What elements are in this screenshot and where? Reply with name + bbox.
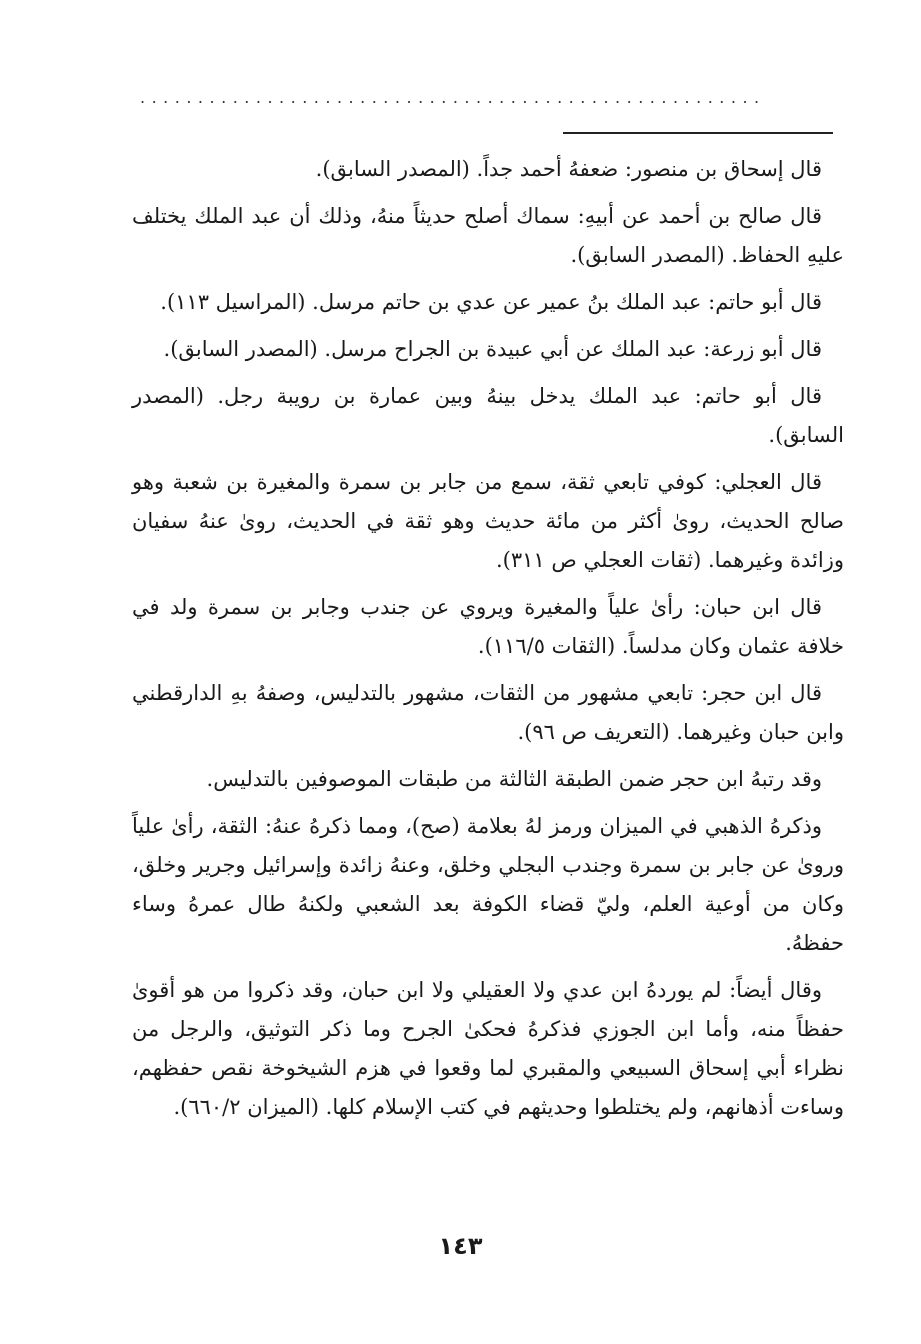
- paragraph-3: قال أبو حاتم: عبد الملك بنُ عمير عن عدي بن حاتم مرسل. (المراسيل ١١٣).: [160, 290, 822, 314]
- paragraph-1: قال إسحاق بن منصور: ضعفهُ أحمد جداً. (المصدر السابق).: [315, 157, 822, 181]
- paragraph-10: وذكرهُ الذهبي في الميزان ورمز لهُ بعلامة (صح)، ومما ذكرهُ عنهُ: الثقة، رأىٰ علياً وروىٰ عن جابر بن سمرة وجندب البجلي وخلق، وعنهُ زائدة وإسرائيل وجرير وخلق، وكان من أوعية العلم، وليّ قضاء الكوفة بعد الشعبي ولكنهُ طال عمرهُ وساء حفظهُ.: [132, 814, 844, 955]
- paragraph-7: قال ابن حبان: رأىٰ علياً والمغيرة ويروي عن جندب وجابر بن سمرة ولد في خلافة عثمان وكان مدلساً. (الثقات ١١٦/٥).: [132, 595, 844, 658]
- page-number: ١٤٣: [438, 1232, 483, 1260]
- footnote-separator-rule: [563, 132, 833, 134]
- paragraph-2: قال صالح بن أحمد عن أبيهِ: سماك أصلح حديثاً منهُ، وذلك أن عبد الملك يختلف عليهِ الحفاظ. (المصدر السابق).: [132, 204, 844, 267]
- paragraph-9: وقد رتبهُ ابن حجر ضمن الطبقة الثالثة من طبقات الموصوفين بالتدليس.: [206, 767, 822, 791]
- paragraph-5: قال أبو حاتم: عبد الملك يدخل بينهُ وبين عمارة بن رويبة رجل. (المصدر السابق).: [132, 384, 844, 447]
- header-dotted-line: ......................................................: [140, 88, 766, 107]
- paragraph-4: قال أبو زرعة: عبد الملك عن أبي عبيدة بن الجراح مرسل. (المصدر السابق).: [163, 337, 822, 361]
- main-text: [132, 150, 844, 1135]
- paragraph-6: قال العجلي: كوفي تابعي ثقة، سمع من جابر بن سمرة والمغيرة بن شعبة وهو صالح الحديث، روىٰ أكثر من مائة حديث وهو ثقة في الحديث، روىٰ عنهُ سفيان وزائدة وغيرهما. (ثقات العجلي ص ٣١١).: [132, 470, 844, 572]
- paragraph-8: قال ابن حجر: تابعي مشهور من الثقات، مشهور بالتدليس، وصفهُ بهِ الدارقطني وابن حبان وغيرهما. (التعريف ص ٩٦).: [132, 681, 844, 744]
- paragraph-11: وقال أيضاً: لم يوردهُ ابن عدي ولا العقيلي ولا ابن حبان، وقد ذكروا من هو أقوىٰ حفظاً منه، وأما ابن الجوزي فذكرهُ فحكىٰ الجرح وما ذكر التوثيق، والرجل من نظراء أبي إسحاق السبيعي والمقبري لما وقعوا في هزم الشيخوخة نقص حفظهم، وساءت أذهانهم، ولم يختلطوا وحديثهم في كتب الإسلام كلها. (الميزان ٦٦٠/٢).: [132, 978, 844, 1119]
